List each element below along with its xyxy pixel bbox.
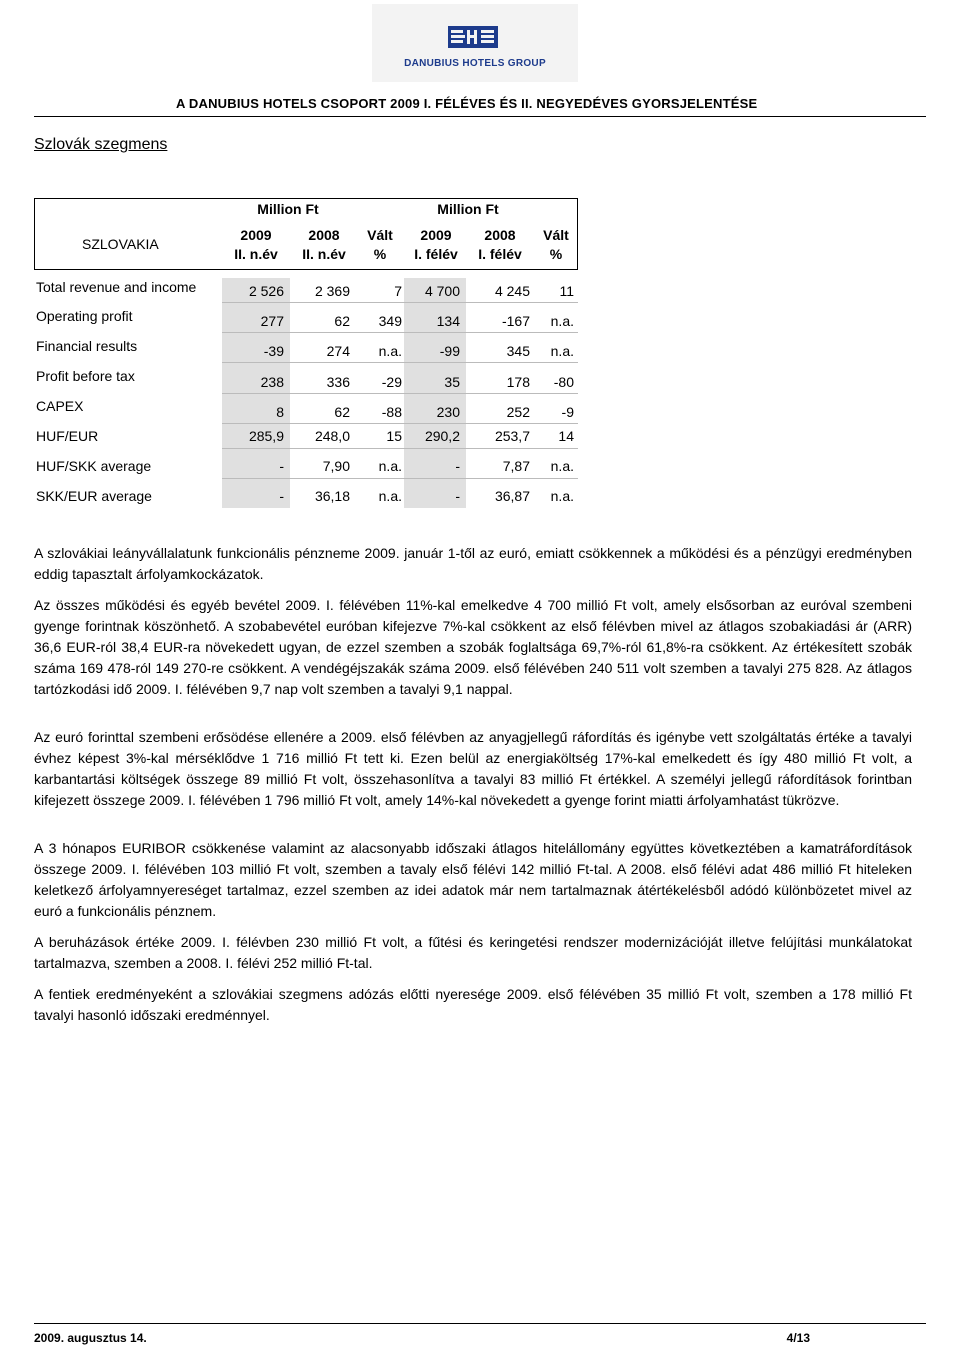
table-cell: 7,87 bbox=[502, 458, 530, 474]
row-label-skk-eur: SKK/EUR average bbox=[36, 488, 152, 504]
section-title: Szlovák szegmens bbox=[34, 136, 168, 153]
table-cell: 178 bbox=[506, 374, 530, 390]
row-divider bbox=[222, 448, 578, 449]
row-label-total-revenue: Total revenue and income bbox=[36, 279, 197, 295]
table-cell: n.a. bbox=[550, 488, 574, 504]
col-header-1-year: 2009 bbox=[240, 227, 272, 243]
table-cell: 248,0 bbox=[314, 428, 350, 444]
table-cell: - bbox=[279, 458, 284, 474]
footer-divider bbox=[34, 1323, 926, 1324]
table-cell: 62 bbox=[334, 313, 350, 329]
table-cell: -80 bbox=[553, 374, 574, 390]
paragraph-functional-currency: A szlovákiai leányvállalatunk funkcionális pénzneme 2009. január 1-től az euró, emiatt csökkennek a működési és a pénzügyi eredményben eddig tapasztalt árfolyamkockázatok. bbox=[34, 545, 912, 582]
logo-text: DANUBIUS HOTELS GROUP bbox=[404, 58, 546, 69]
table-cell: 36,87 bbox=[494, 488, 530, 504]
row-label-financial-results: Financial results bbox=[36, 338, 138, 354]
table-cell: -9 bbox=[561, 404, 574, 420]
table-cell: 274 bbox=[326, 343, 350, 359]
report-title: A DANUBIUS HOTELS CSOPORT 2009 I. FÉLÉVES ÉS II. NEGYEDÉVES GYORSJELENTÉSE bbox=[176, 96, 758, 111]
table-cell: 349 bbox=[378, 313, 402, 329]
col-header-6-line2: % bbox=[549, 246, 563, 262]
paragraph-capex: A beruházások értéke 2009. I. félévben 230 millió Ft volt, a fűtési és keringetési rendszer modernizációját illetve felújítási munkálatokat tartalmazva, szemben a 2008. I. félévi 252 millió Ft-tal. bbox=[34, 934, 912, 971]
table-cell: 62 bbox=[334, 404, 350, 420]
table-cell: n.a. bbox=[550, 458, 574, 474]
table-cell: 15 bbox=[386, 428, 402, 444]
paragraph-revenue: Az összes működési és egyéb bevétel 2009. I. félévében 11%-kal emelkedve 4 700 millió Ft volt, amely elsősorban az euróval szembeni gyenge forintnak köszönhető. A szobabevétel euróban kifejezve 7%-kal csökkent az első félévben mivel az átlagos szobakiadási ár (ARR) 36,6 EUR-ról 38,4 EUR-ra növekedett ugyan, de ezzel szemben a szobák foglaltsága 69,7%-ról 61,8%-ra csökkent. Az értékesített szobák száma 169 478-ról 149 270-re csökkent. A vendégéjszakák száma 2009. első félévében 240 511 volt szemben a tavalyi 275 828. Az átlagos tartózkodási idő 2009. I. félévében 9,7 nap volt szemben a tavalyi 9,1 nappal. bbox=[34, 597, 912, 697]
row-label-huf-skk: HUF/SKK average bbox=[36, 458, 152, 474]
table-cell: 4 700 bbox=[424, 283, 460, 299]
row-label-operating-profit: Operating profit bbox=[36, 308, 133, 324]
footer-date: 2009. augusztus 14. bbox=[34, 1331, 147, 1345]
col-header-6-line1: Vált bbox=[543, 227, 569, 243]
row-label-profit-before-tax: Profit before tax bbox=[36, 368, 135, 384]
col-header-4-year: 2009 bbox=[420, 227, 452, 243]
table-cell: -99 bbox=[439, 343, 460, 359]
table-corner-label: SZLOVAKIA bbox=[82, 236, 159, 252]
paragraph-interest: A 3 hónapos EURIBOR csökkenése valamint az alacsonyabb időszaki átlagos hitelállomány együttes következtében a kamatráfordítások összege 2009. I. félévében 103 millió Ft volt, szemben a tavaly első félévi 142 millió Ft-tal. A 2008. első félévi adat 486 millió Ft hiteleken keletkező árfolyamnyereséget tartalmaz, ezzel szemben az idei adatok már nem tartalmaznak átértékelésből adódó különbözetet mivel az euró a funkcionális pénznem. bbox=[34, 840, 912, 919]
danubius-logo-mark-icon bbox=[448, 26, 498, 48]
row-divider bbox=[222, 393, 578, 394]
group-header-halfyear: Million Ft bbox=[437, 201, 499, 217]
table-cell: 36,18 bbox=[314, 488, 350, 504]
table-cell: 35 bbox=[444, 374, 460, 390]
table-cell: -39 bbox=[263, 343, 284, 359]
col-header-2-period: II. n.év bbox=[302, 246, 346, 262]
row-label-capex: CAPEX bbox=[36, 398, 84, 414]
table-cell: n.a. bbox=[550, 343, 574, 359]
table-cell: n.a. bbox=[378, 458, 402, 474]
table-cell: - bbox=[279, 488, 284, 504]
table-cell: 7 bbox=[394, 283, 402, 299]
row-divider bbox=[222, 478, 578, 479]
col-header-5-year: 2008 bbox=[484, 227, 516, 243]
table-cell: 252 bbox=[506, 404, 530, 420]
paragraph-result: A fentiek eredményeként a szlovákiai szegmens adózás előtti nyeresége 2009. első félévében 35 millió Ft volt, szemben a 178 millió Ft tavalyi hasonló időszaki eredménnyel. bbox=[34, 986, 912, 1023]
table-cell: 7,90 bbox=[322, 458, 350, 474]
table-cell: - bbox=[455, 488, 460, 504]
table-cell: 345 bbox=[506, 343, 530, 359]
table-cell: 134 bbox=[436, 313, 460, 329]
table-cell: 238 bbox=[260, 374, 284, 390]
table-cell: 230 bbox=[436, 404, 460, 420]
table-cell: 253,7 bbox=[494, 428, 530, 444]
table-cell: n.a. bbox=[378, 343, 402, 359]
page-number: 4/13 bbox=[786, 1331, 810, 1345]
row-label-huf-eur: HUF/EUR bbox=[36, 428, 99, 444]
table-cell: 2 369 bbox=[314, 283, 350, 299]
table-cell: n.a. bbox=[550, 313, 574, 329]
row-divider bbox=[222, 332, 578, 333]
col-header-3-line1: Vált bbox=[367, 227, 393, 243]
company-logo bbox=[372, 4, 578, 82]
table-cell: -88 bbox=[381, 404, 402, 420]
row-divider bbox=[222, 423, 578, 424]
table-cell: 4 245 bbox=[494, 283, 530, 299]
col-header-1-period: II. n.év bbox=[234, 246, 278, 262]
table-cell: - bbox=[455, 458, 460, 474]
row-divider bbox=[222, 302, 578, 303]
table-cell: 290,2 bbox=[424, 428, 460, 444]
table-cell: -29 bbox=[381, 374, 402, 390]
paragraph-costs: Az euró forinttal szembeni erősödése ellenére a 2009. első félévben az anyagjellegű ráfordítás és igénybe vett szolgáltatás értéke a tavalyi évhez képest 3%-kal mérséklődve 1 716 millió Ft tett ki. Ezen belül az energiaköltség 17%-kal emelkedett és így 480 millió Ft volt, a karbantartási költségek összege 89 millió Ft volt, összehasonlítva a tavalyi 83 millió Ft értékkel. A személyi jellegű ráfordítások forintban kifejezett összege 2009. I. félévében 1 796 millió Ft volt, amely 14%-kal növekedett a gyenge forint miatti árfolyamhatást tükrözve. bbox=[34, 729, 912, 808]
col-header-4-period: I. félév bbox=[414, 246, 458, 262]
col-header-5-period: I. félév bbox=[478, 246, 522, 262]
table-cell: -167 bbox=[501, 313, 530, 329]
header-divider bbox=[34, 116, 926, 117]
table-cell: 11 bbox=[559, 283, 574, 299]
table-cell: 277 bbox=[260, 313, 284, 329]
table-cell: 8 bbox=[276, 404, 284, 420]
table-cell: n.a. bbox=[378, 488, 402, 504]
group-header-quarter: Million Ft bbox=[257, 201, 319, 217]
table-cell: 336 bbox=[326, 374, 350, 390]
table-cell: 285,9 bbox=[248, 428, 284, 444]
table-cell: 2 526 bbox=[248, 283, 284, 299]
col-header-3-line2: % bbox=[373, 246, 387, 262]
table-cell: 14 bbox=[558, 428, 574, 444]
col-header-2-year: 2008 bbox=[308, 227, 340, 243]
row-divider bbox=[222, 362, 578, 363]
